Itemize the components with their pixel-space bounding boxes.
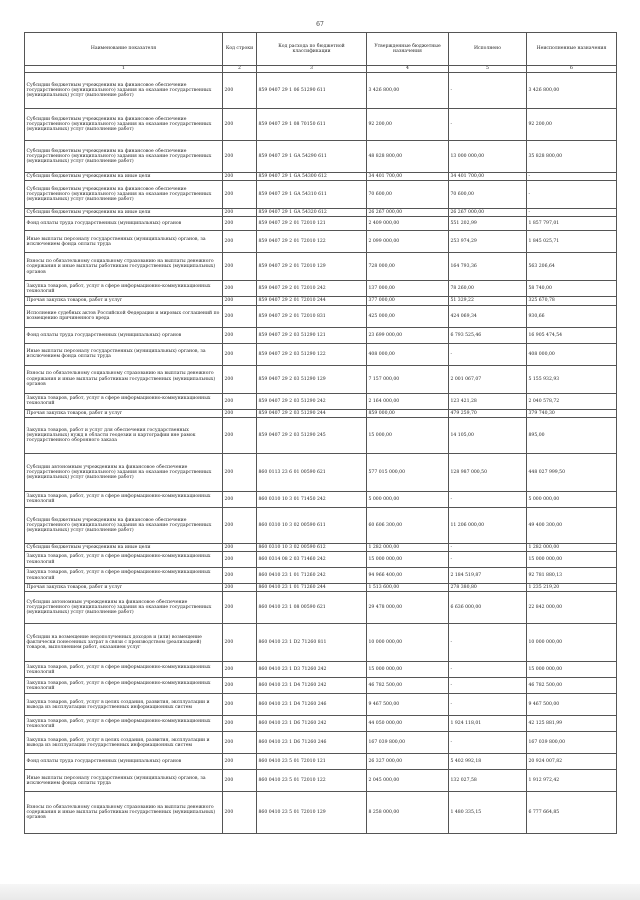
table-row (25, 453, 617, 491)
row-name: Закупка товаров, работ, услуг в сфере информационно-коммуникационных технологий (25, 552, 223, 568)
row-line-code: 200 (223, 552, 257, 568)
row-unexecuted: 448 027 999,50 (527, 453, 617, 491)
row-line-code: 200 (223, 209, 257, 217)
row-approved: 408 000,00 (367, 343, 449, 365)
table-row (25, 568, 617, 584)
row-line-code: 200 (223, 732, 257, 754)
row-executed: 479 259,70 (449, 409, 527, 417)
row-unexecuted: 408 000,00 (527, 343, 617, 365)
row-unexecuted: 35 828 800,00 (527, 141, 617, 173)
row-line-code: 200 (223, 754, 257, 770)
row-unexecuted: 58 740,00 (527, 281, 617, 297)
row-budget-code: 860 0410 23 1 D6 71260 242 (257, 716, 367, 732)
row-approved: 377 000,00 (367, 297, 449, 305)
row-unexecuted: 379 740,30 (527, 409, 617, 417)
row-unexecuted: 9 467 500,00 (527, 694, 617, 716)
table-row (25, 592, 617, 624)
row-budget-code: 860 0113 23 6 01 00590 621 (257, 453, 367, 491)
row-approved: 48 828 800,00 (367, 141, 449, 173)
row-name: Фонд оплаты труда государственных (муниципальных) органов (25, 217, 223, 231)
row-executed: 6 793 525,46 (449, 327, 527, 343)
col-index: 5 (449, 66, 527, 73)
row-unexecuted: 92 200,00 (527, 109, 617, 141)
row-name: Прочая закупка товаров, работ и услуг (25, 584, 223, 592)
row-name: Закупка товаров, работ, услуг в сфере информационно-коммуникационных технологий (25, 716, 223, 732)
row-name: Субсидии автономным учреждениям на финансовое обеспечение государственного (муниципального) задания на оказание государственных (муниципальных) услуг (выполнение работ) (25, 453, 223, 491)
row-approved: 2 099 000,00 (367, 231, 449, 253)
row-budget-code: 859 0407 29 2 03 51290 244 (257, 409, 367, 417)
row-name: Закупка товаров, работ, услуг в сфере информационно-коммуникационных технологий (25, 662, 223, 678)
row-budget-code: 859 0407 29 2 01 72010 122 (257, 231, 367, 253)
table-row (25, 181, 617, 209)
row-budget-code: 859 0407 29 1 GA 54300 612 (257, 173, 367, 181)
row-unexecuted: - (527, 181, 617, 209)
row-approved: 1 282 000,00 (367, 543, 449, 551)
row-executed: - (449, 343, 527, 365)
row-name: Закупка товаров, работ, услуг в сфере информационно-коммуникационных технологий (25, 281, 223, 297)
row-unexecuted: 42 125 881,99 (527, 716, 617, 732)
row-executed: 51 329,22 (449, 297, 527, 305)
row-unexecuted: 2 040 578,72 (527, 393, 617, 409)
scan-bottom-edge (0, 884, 640, 900)
page-number: 67 (316, 21, 324, 28)
table-row (25, 141, 617, 173)
row-approved: 167 039 800,00 (367, 732, 449, 754)
table-row (25, 231, 617, 253)
row-executed: 1 480 335,15 (449, 792, 527, 834)
row-executed: - (449, 678, 527, 694)
table-row (25, 694, 617, 716)
row-line-code: 200 (223, 109, 257, 141)
row-line-code: 200 (223, 409, 257, 417)
table-row (25, 393, 617, 409)
header-row (25, 33, 617, 66)
row-unexecuted: - (527, 209, 617, 217)
row-budget-code: 860 0410 23 1 D4 71260 242 (257, 678, 367, 694)
row-budget-code: 860 0410 23 1 01 71260 242 (257, 568, 367, 584)
row-executed: 551 202,99 (449, 217, 527, 231)
col-header-unexecuted: Неисполненные назначения (527, 33, 617, 66)
row-unexecuted: 49 400 300,00 (527, 507, 617, 543)
row-budget-code: 859 0407 29 2 01 72010 244 (257, 297, 367, 305)
row-executed: 123 421,28 (449, 393, 527, 409)
row-line-code: 200 (223, 327, 257, 343)
row-name: Субсидии на возмещение недополученных доходов и (или) возмещение фактически понесенных затрат в связи с производством (реализацией) товаров, выполнением работ, оказанием услуг (25, 624, 223, 662)
row-approved: 2 164 000,00 (367, 393, 449, 409)
row-line-code: 200 (223, 624, 257, 662)
row-unexecuted: - (527, 173, 617, 181)
table-row (25, 417, 617, 453)
row-approved: 8 258 000,00 (367, 792, 449, 834)
row-budget-code: 860 0310 10 3 02 00590 611 (257, 507, 367, 543)
row-name: Закупка товаров, работ, услуг в сфере информационно-коммуникационных технологий (25, 491, 223, 507)
row-executed: 26 267 000,00 (449, 209, 527, 217)
row-unexecuted: 167 039 800,00 (527, 732, 617, 754)
row-executed: 6 636 000,00 (449, 592, 527, 624)
row-approved: 60 606 300,00 (367, 507, 449, 543)
col-index: 3 (257, 66, 367, 73)
row-name: Фонд оплаты труда государственных (муниципальных) органов (25, 327, 223, 343)
row-line-code: 200 (223, 592, 257, 624)
row-executed: 14 105,00 (449, 417, 527, 453)
row-executed: 278 380,80 (449, 584, 527, 592)
row-budget-code: 860 0410 23 1 08 00590 621 (257, 592, 367, 624)
row-executed: - (449, 732, 527, 754)
table-row (25, 624, 617, 662)
table-row (25, 109, 617, 141)
row-name: Исполнение судебных актов Российской Федерации и мировых соглашений по возмещению причиненного вреда (25, 305, 223, 327)
row-executed: 2 184 519,87 (449, 568, 527, 584)
row-name: Субсидии бюджетным учреждениям на иные цели (25, 543, 223, 551)
row-budget-code: 859 0407 29 2 01 72010 121 (257, 217, 367, 231)
row-name: Субсидии бюджетным учреждениям на финансовое обеспечение государственного (муниципального) задания на оказание государственных (муниципальных) услуг (выполнение работ) (25, 141, 223, 173)
table-row (25, 552, 617, 568)
row-executed: 78 260,00 (449, 281, 527, 297)
row-name: Субсидии автономным учреждениям на финансовое обеспечение государственного (муниципального) задания на оказание государственных (муниципальных) услуг (выполнение работ) (25, 592, 223, 624)
table-row (25, 281, 617, 297)
row-budget-code: 860 0310 10 3 02 00590 612 (257, 543, 367, 551)
row-name: Иные выплаты персоналу государственных (муниципальных) органов, за исключением фонда оплаты труда (25, 770, 223, 792)
row-line-code: 200 (223, 417, 257, 453)
table-row (25, 73, 617, 109)
row-approved: 29 478 000,00 (367, 592, 449, 624)
row-executed: 1 924 118,01 (449, 716, 527, 732)
row-line-code: 200 (223, 507, 257, 543)
row-executed: - (449, 491, 527, 507)
row-approved: 10 000 000,00 (367, 624, 449, 662)
row-line-code: 200 (223, 173, 257, 181)
row-budget-code: 859 0407 29 2 03 51290 245 (257, 417, 367, 453)
row-line-code: 200 (223, 297, 257, 305)
row-line-code: 200 (223, 365, 257, 393)
row-budget-code: 860 0410 23 5 01 72010 121 (257, 754, 367, 770)
row-approved: 2 045 000,00 (367, 770, 449, 792)
row-executed: - (449, 109, 527, 141)
row-line-code: 200 (223, 231, 257, 253)
row-approved: 15 000 000,00 (367, 662, 449, 678)
row-line-code: 200 (223, 716, 257, 732)
row-approved: 70 600,00 (367, 181, 449, 209)
row-budget-code: 859 0407 29 2 03 51290 122 (257, 343, 367, 365)
row-executed: - (449, 73, 527, 109)
table-row (25, 327, 617, 343)
row-line-code: 200 (223, 343, 257, 365)
row-unexecuted: 1 857 797,01 (527, 217, 617, 231)
row-approved: 34 401 700,00 (367, 173, 449, 181)
row-executed: - (449, 662, 527, 678)
row-line-code: 200 (223, 281, 257, 297)
row-approved: 26 327 000,00 (367, 754, 449, 770)
row-unexecuted: 563 206,64 (527, 253, 617, 281)
row-unexecuted: 20 924 007,82 (527, 754, 617, 770)
col-header-approved: Утвержденные бюджетные назначения (367, 33, 449, 66)
row-unexecuted: 5 000 000,00 (527, 491, 617, 507)
row-unexecuted: 1 282 000,00 (527, 543, 617, 551)
table-row (25, 217, 617, 231)
row-approved: 15 000 000,00 (367, 552, 449, 568)
row-executed: 5 402 992,18 (449, 754, 527, 770)
row-line-code: 200 (223, 792, 257, 834)
row-budget-code: 860 0314 08 2 03 71460 242 (257, 552, 367, 568)
table-row (25, 409, 617, 417)
row-name: Взносы по обязательному социальному страхованию на выплаты денежного содержания и иные выплаты работникам государственных (муниципальных) органов (25, 253, 223, 281)
col-index: 2 (223, 66, 257, 73)
row-line-code: 200 (223, 770, 257, 792)
row-unexecuted: 325 670,78 (527, 297, 617, 305)
col-header-executed: Исполнено (449, 33, 527, 66)
table-row (25, 716, 617, 732)
table-row (25, 584, 617, 592)
row-executed: - (449, 624, 527, 662)
budget-execution-table (24, 32, 617, 834)
row-approved: 1 513 600,00 (367, 584, 449, 592)
row-budget-code: 859 0407 29 2 01 72010 129 (257, 253, 367, 281)
col-index: 4 (367, 66, 449, 73)
row-unexecuted: 930,66 (527, 305, 617, 327)
column-index-row (25, 66, 617, 73)
row-name: Субсидии бюджетным учреждениям на финансовое обеспечение государственного (муниципального) задания на оказание государственных (муниципальных) услуг (выполнение работ) (25, 507, 223, 543)
row-budget-code: 859 0407 29 2 03 51290 129 (257, 365, 367, 393)
row-approved: 44 050 000,00 (367, 716, 449, 732)
row-approved: 137 000,00 (367, 281, 449, 297)
table-row (25, 297, 617, 305)
row-budget-code: 859 0407 29 1 06 51290 611 (257, 73, 367, 109)
table-row (25, 678, 617, 694)
row-line-code: 200 (223, 694, 257, 716)
row-unexecuted: 1 845 025,71 (527, 231, 617, 253)
table-row (25, 732, 617, 754)
row-line-code: 200 (223, 141, 257, 173)
row-approved: 26 267 000,00 (367, 209, 449, 217)
row-name: Закупка товаров, работ, услуг в целях создания, развития, эксплуатации и вывода из эксплуатации государственных информационных систем (25, 732, 223, 754)
table-row (25, 754, 617, 770)
row-approved: 15 000,00 (367, 417, 449, 453)
row-unexecuted: 46 782 500,00 (527, 678, 617, 694)
row-unexecuted: 6 777 664,85 (527, 792, 617, 834)
row-unexecuted: 3 426 800,00 (527, 73, 617, 109)
row-line-code: 200 (223, 453, 257, 491)
row-budget-code: 859 0407 29 2 01 72010 831 (257, 305, 367, 327)
row-name: Субсидии бюджетным учреждениям на финансовое обеспечение государственного (муниципального) задания на оказание государственных (муниципальных) услуг (выполнение работ) (25, 109, 223, 141)
row-line-code: 200 (223, 678, 257, 694)
row-unexecuted: 1 912 972,42 (527, 770, 617, 792)
row-line-code: 200 (223, 253, 257, 281)
row-name: Фонд оплаты труда государственных (муниципальных) органов (25, 754, 223, 770)
row-approved: 7 157 000,00 (367, 365, 449, 393)
row-unexecuted: 15 000 000,00 (527, 552, 617, 568)
col-header-name: Наименование показателя (25, 33, 223, 66)
row-approved: 9 467 500,00 (367, 694, 449, 716)
col-header-line-code: Код строки (223, 33, 257, 66)
row-unexecuted: 5 155 932,93 (527, 365, 617, 393)
row-approved: 3 426 800,00 (367, 73, 449, 109)
row-approved: 92 200,00 (367, 109, 449, 141)
table-row (25, 173, 617, 181)
row-line-code: 200 (223, 305, 257, 327)
row-approved: 23 699 000,00 (367, 327, 449, 343)
row-name: Прочая закупка товаров, работ и услуг (25, 409, 223, 417)
row-budget-code: 859 0407 29 1 GA 54320 612 (257, 209, 367, 217)
row-name: Субсидии бюджетным учреждениям на иные цели (25, 173, 223, 181)
row-budget-code: 860 0410 23 1 D3 71260 242 (257, 662, 367, 678)
row-approved: 5 000 000,00 (367, 491, 449, 507)
row-name: Закупка товаров, работ и услуг для обеспечения государственных (муниципальных) нужд в области геодезии и картографии вне рамок государственного оборонного заказа (25, 417, 223, 453)
row-budget-code: 860 0410 23 1 D2 71260 811 (257, 624, 367, 662)
row-unexecuted: 16 905 474,54 (527, 327, 617, 343)
row-executed: 34 401 700,00 (449, 173, 527, 181)
row-approved: 425 000,00 (367, 305, 449, 327)
row-budget-code: 860 0410 23 5 01 72010 129 (257, 792, 367, 834)
table-row (25, 792, 617, 834)
table-row (25, 305, 617, 327)
row-name: Закупка товаров, работ, услуг в сфере информационно-коммуникационных технологий (25, 393, 223, 409)
row-line-code: 200 (223, 73, 257, 109)
row-budget-code: 860 0410 23 1 D4 71260 246 (257, 694, 367, 716)
table-row (25, 365, 617, 393)
row-approved: 46 782 500,00 (367, 678, 449, 694)
row-unexecuted: 22 842 000,00 (527, 592, 617, 624)
row-executed: 70 600,00 (449, 181, 527, 209)
row-budget-code: 860 0410 23 1 01 71260 244 (257, 584, 367, 592)
row-approved: 577 015 000,00 (367, 453, 449, 491)
table-row (25, 209, 617, 217)
row-line-code: 200 (223, 217, 257, 231)
col-index: 6 (527, 66, 617, 73)
row-line-code: 200 (223, 491, 257, 507)
row-executed: 164 793,36 (449, 253, 527, 281)
row-budget-code: 859 0407 29 1 GA 54290 611 (257, 141, 367, 173)
row-name: Иные выплаты персоналу государственных (муниципальных) органов, за исключением фонда оплаты труда (25, 343, 223, 365)
table-row (25, 343, 617, 365)
row-line-code: 200 (223, 181, 257, 209)
row-executed: 128 987 000,50 (449, 453, 527, 491)
row-budget-code: 859 0407 29 2 03 51290 121 (257, 327, 367, 343)
table-row (25, 770, 617, 792)
row-budget-code: 859 0407 29 1 08 70150 611 (257, 109, 367, 141)
row-executed: 13 000 000,00 (449, 141, 527, 173)
table-row (25, 507, 617, 543)
row-name: Взносы по обязательному социальному страхованию на выплаты денежного содержания и иные выплаты работникам государственных (муниципальных) органов (25, 792, 223, 834)
row-executed: 2 001 067,07 (449, 365, 527, 393)
row-executed: 11 206 000,00 (449, 507, 527, 543)
row-name: Закупка товаров, работ, услуг в сфере информационно-коммуникационных технологий (25, 568, 223, 584)
col-index: 1 (25, 66, 223, 73)
row-name: Прочая закупка товаров, работ и услуг (25, 297, 223, 305)
table-row (25, 662, 617, 678)
row-executed: 253 974,29 (449, 231, 527, 253)
row-unexecuted: 895,00 (527, 417, 617, 453)
row-approved: 94 966 400,00 (367, 568, 449, 584)
row-name: Взносы по обязательному социальному страхованию на выплаты денежного содержания и иные выплаты работникам государственных (муниципальных) органов (25, 365, 223, 393)
row-approved: 728 000,00 (367, 253, 449, 281)
row-executed: - (449, 552, 527, 568)
row-unexecuted: 10 000 000,00 (527, 624, 617, 662)
row-budget-code: 859 0407 29 2 01 72010 242 (257, 281, 367, 297)
row-budget-code: 859 0407 29 2 03 51290 242 (257, 393, 367, 409)
row-budget-code: 860 0410 23 1 D6 71260 246 (257, 732, 367, 754)
row-budget-code: 860 0310 10 3 01 71450 242 (257, 491, 367, 507)
row-line-code: 200 (223, 568, 257, 584)
row-name: Субсидии бюджетным учреждениям на иные цели (25, 209, 223, 217)
row-unexecuted: 15 000 000,00 (527, 662, 617, 678)
row-line-code: 200 (223, 584, 257, 592)
row-budget-code: 860 0410 23 5 01 72010 122 (257, 770, 367, 792)
row-line-code: 200 (223, 662, 257, 678)
row-name: Закупка товаров, работ, услуг в целях создания, развития, эксплуатации и вывода из эксплуатации государственных информационных систем (25, 694, 223, 716)
row-executed: 132 027,58 (449, 770, 527, 792)
row-name: Субсидии бюджетным учреждениям на финансовое обеспечение государственного (муниципального) задания на оказание государственных (муниципальных) услуг (выполнение работ) (25, 73, 223, 109)
row-line-code: 200 (223, 393, 257, 409)
row-executed: - (449, 694, 527, 716)
row-executed: - (449, 543, 527, 551)
table-row (25, 543, 617, 551)
row-name: Иные выплаты персоналу государственных (муниципальных) органов, за исключением фонда оплаты труда (25, 231, 223, 253)
row-executed: 424 069,34 (449, 305, 527, 327)
row-unexecuted: 1 235 219,20 (527, 584, 617, 592)
row-name: Субсидии бюджетным учреждениям на финансовое обеспечение государственного (муниципального) задания на оказание государственных (муниципальных) услуг (выполнение работ) (25, 181, 223, 209)
row-budget-code: 859 0407 29 1 GA 54310 611 (257, 181, 367, 209)
row-approved: 859 000,00 (367, 409, 449, 417)
table-row (25, 253, 617, 281)
row-approved: 2 409 000,00 (367, 217, 449, 231)
table-row (25, 491, 617, 507)
col-header-budget-code: Код расхода по бюджетной классификации (257, 33, 367, 66)
row-unexecuted: 92 781 880,13 (527, 568, 617, 584)
row-line-code: 200 (223, 543, 257, 551)
row-name: Закупка товаров, работ, услуг в сфере информационно-коммуникационных технологий (25, 678, 223, 694)
